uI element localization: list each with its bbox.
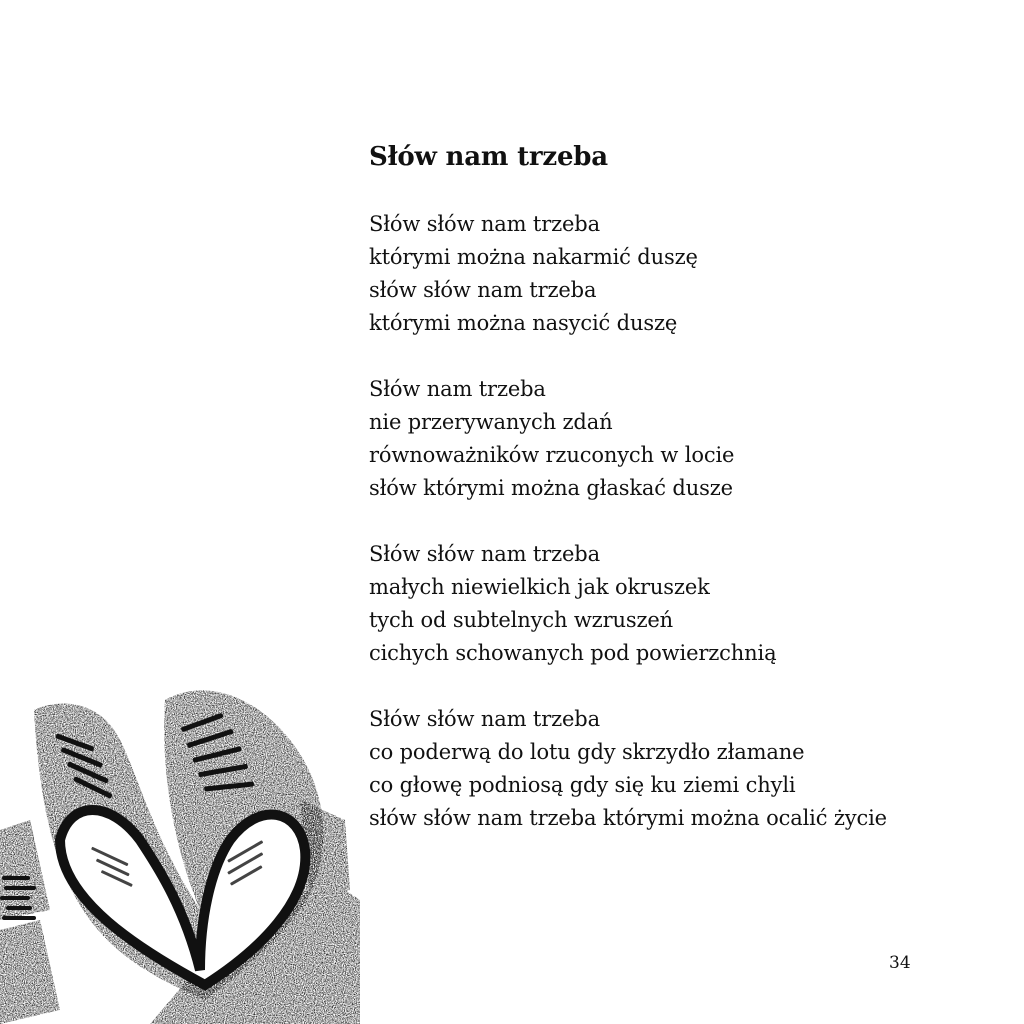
poem-title: Słów nam trzeba: [369, 142, 608, 172]
stanza: [369, 373, 734, 505]
stanza: [369, 538, 776, 670]
poem-line: Słów słów nam trzeba: [369, 707, 600, 731]
poem-line: Słów słów nam trzeba: [369, 542, 600, 566]
poem-line: Słów nam trzeba: [369, 377, 546, 401]
poem-line: równoważników rzuconych w locie: [369, 443, 735, 467]
poem-line: Słów słów nam trzeba: [369, 212, 600, 236]
poem-line: tych od subtelnych wzruszeń: [369, 608, 674, 632]
stanza: [369, 208, 698, 340]
poem-line: małych niewielkich jak okruszek: [369, 575, 710, 599]
poem-line: co poderwą do lotu gdy skrzydło złamane: [369, 740, 805, 764]
heart-book-icon: [0, 680, 360, 1024]
poem-line: słów słów nam trzeba: [369, 278, 597, 302]
page-number: 34: [889, 953, 911, 973]
poem-line: co głowę podniosą gdy się ku ziemi chyli: [369, 773, 796, 797]
poem-line: cichych schowanych pod powierzchnią: [369, 641, 777, 665]
poem-line: którymi można nasycić duszę: [369, 311, 678, 335]
stanza: [369, 703, 887, 835]
poem-line: słów którymi można głaskać dusze: [369, 476, 733, 500]
poem-line: nie przerywanych zdań: [369, 410, 613, 434]
poem-line: słów słów nam trzeba którymi można ocalić życie: [369, 806, 887, 830]
poem-line: którymi można nakarmić duszę: [369, 245, 698, 269]
